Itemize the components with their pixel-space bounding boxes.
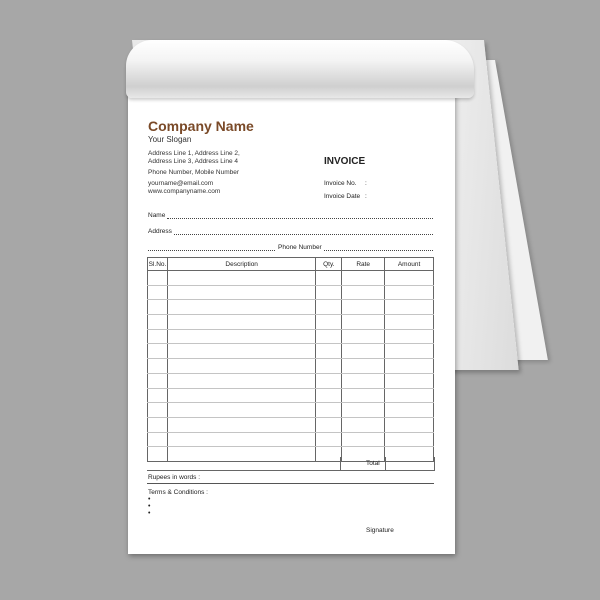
table-row[interactable] [148,359,434,374]
company-website: www.companyname.com [148,188,221,195]
customer-name-label: Name [148,212,166,219]
table-row[interactable] [148,403,434,418]
table-row[interactable] [148,329,434,344]
pad-binding-curl [126,40,474,98]
terms-label: Terms & Conditions : [148,489,208,496]
items-table [147,257,434,462]
terms-bullet: • [148,496,151,503]
company-phone: Phone Number, Mobile Number [148,169,240,176]
terms-bullet: • [148,510,151,517]
invoice-number-label: Invoice No. [324,180,357,187]
table-header-row [148,258,434,271]
table-row[interactable] [148,344,434,359]
terms-bullet: • [148,503,151,510]
table-row[interactable] [148,373,434,388]
invoice-title: INVOICE [324,156,366,167]
table-row[interactable] [148,432,434,447]
signature-label: Signature [366,527,394,534]
table-row[interactable] [148,285,434,300]
column-header-rate: Rate [342,258,385,271]
invoice-date-colon: : [365,193,367,200]
address-line-1: Address Line 1, Address Line 2, [148,150,240,157]
table-row[interactable] [148,417,434,432]
column-header-qty: Qty. [316,258,342,271]
column-header-amount: Amount [385,258,434,271]
total-label: Total [366,460,380,467]
total-divider [385,457,386,470]
company-email: yourname@email.com [148,180,214,187]
customer-phone-label: Phone Number [278,244,322,251]
customer-address-label: Address [148,228,172,235]
table-row[interactable] [148,300,434,315]
invoice-number-colon: : [365,180,367,187]
total-box [340,457,435,471]
table-row[interactable] [148,388,434,403]
rupees-in-words-label: Rupees in words : [148,474,201,481]
address-line-2: Address Line 3, Address Line 4 [148,158,238,165]
customer-name-field[interactable] [167,218,433,219]
column-header-slno: Sl.No. [148,258,168,271]
company-name: Company Name [148,118,254,134]
table-row[interactable] [148,271,434,286]
column-header-description: Description [167,258,315,271]
rupees-divider [147,483,434,484]
customer-address-field[interactable] [174,234,433,235]
table-row[interactable] [148,315,434,330]
company-slogan: Your Slogan [148,135,192,144]
invoice-date-label: Invoice Date [324,193,361,200]
